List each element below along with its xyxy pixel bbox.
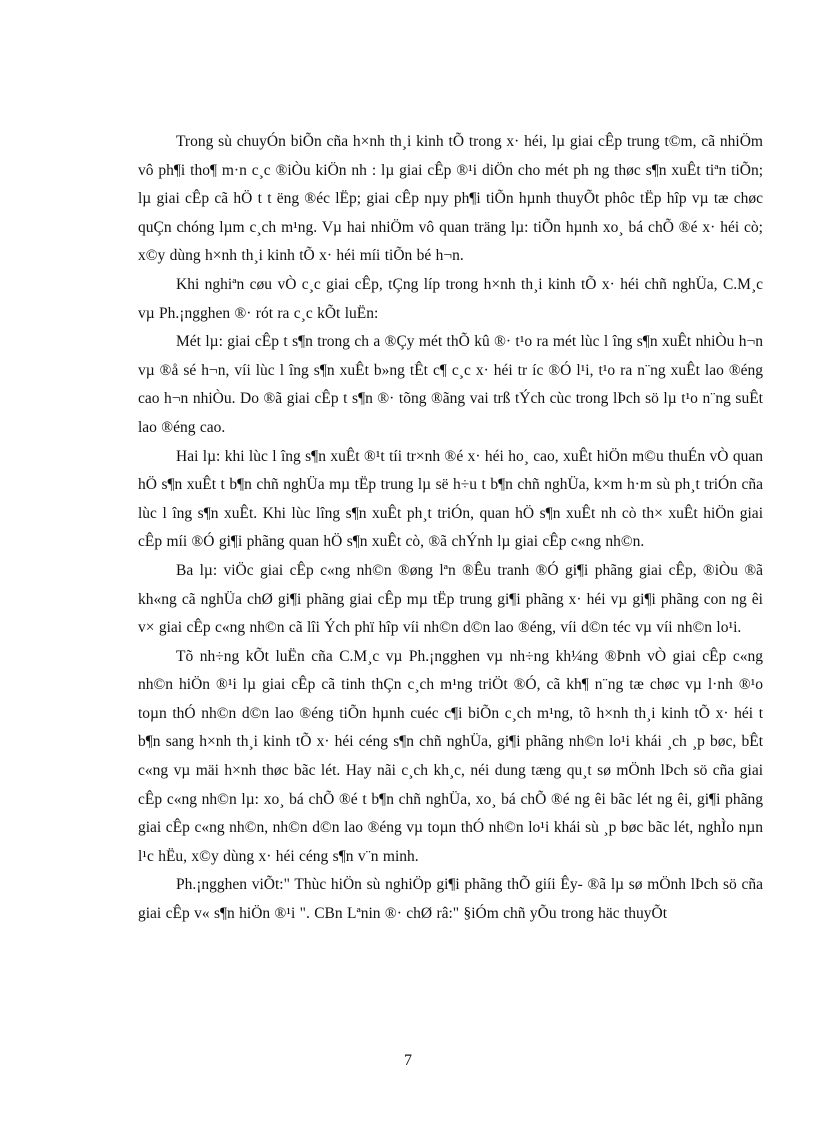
paragraph-2: Khi nghiªn cøu vÒ c¸c giai cÊp, tÇng líp trong h×nh th¸i kinh tÕ x· héi chñ nghÜa, C.M¸c vµ Ph.¡ngghen ®· rót ra c¸c kÕt luËn:: [138, 275, 763, 322]
paragraph-7: Ph.¡ngghen viÕt:" Thùc hiÖn sù nghiÖp gi¶i phãng thÕ giíi Êy- ®ã lµ sø mÖnh lÞch sö cña giai cÊp v« s¶n hiÖn ®¹i ". CBn Lªnin ®· chØ râ:" §iÓm chñ yÕu trong häc thuyÕt: [138, 876, 763, 923]
paragraph-4: Hai lµ: khi lùc l îng s¶n xuÊt ®¹t tíi tr×nh ®é x· héi ho¸ cao, xuÊt hiÖn m©u thuÉn vÒ quan hÖ s¶n xuÊt t b¶n chñ nghÜa mµ tËp trung lµ së h÷u t b¶n chñ nghÜa, k×m h·m sù ph¸t triÓn cña lùc l îng s¶n xuÊt. Khi lùc lîng s¶n xuÊt ph¸t triÓn, quan hÖ s¶n xuÊt nh cò th× xuÊt hiÖn giai cÊp míi ®Ó gi¶i phãng quan hÖ s¶n xuÊt cò, ®ã chÝnh lµ giai cÊp c«ng nh©n.: [138, 447, 763, 551]
page-number: 7: [404, 1052, 412, 1069]
body-text: [138, 128, 763, 929]
paragraph-3: Mét lµ: giai cÊp t s¶n trong ch a ®Çy mét thÕ kû ®· t¹o ra mét lùc l îng s¶n xuÊt nhiÒu h¬n vµ ®å sé h¬n, víi lùc l îng s¶n xuÊt b»ng tÊt c¶ c¸c x· héi tr íc ®Ó l¹i, t¹o ra n¨ng xuÊt lao ®éng cao h¬n nhiÒu. Do ®ã giai cÊp t s¶n ®· tõng ®ãng vai trß tÝch cùc trong lÞch sö lµ t¹o n¨ng suÊt lao ®éng cao.: [138, 333, 763, 436]
paragraph-6: Tõ nh÷ng kÕt luËn cña C.M¸c vµ Ph.¡ngghen vµ nh÷ng kh¼ng ®Þnh vÒ giai cÊp c«ng nh©n hiÖn ®¹i lµ giai cÊp cã tinh thÇn c¸ch m¹ng triÖt ®Ó, cã kh¶ n¨ng tæ chøc vµ l·nh ®¹o toµn thÓ nh©n d©n lao ®éng tiÕn hµnh cuéc c¶i biÕn c¸ch m¹ng, tõ h×nh th¸i kinh tÕ x· héi t b¶n sang h×nh th¸i kinh tÕ x· héi céng s¶n chñ nghÜa, gi¶i phãng nh©n lo¹i khái ¸ch ¸p bøc, bÊt c«ng vµ mäi h×nh thøc bãc lét. Hay nãi c¸ch kh¸c, néi dung tæng qu¸t sø mÖnh lÞch sö cña giai cÊp c«ng nh©n lµ: xo¸ bá chÕ ®é t b¶n chñ nghÜa, xo¸ bá chÕ ®é ng êi bãc lét ng êi, gi¶i phãng giai cÊp c«ng nh©n, nh©n d©n lao ®éng vµ toµn thÓ nh©n lo¹i khái sù ¸p bøc bãc lét, nghÌo nµn l¹c hËu, x©y dùng x· héi céng s¶n v¨n minh.: [138, 647, 763, 865]
paragraph-1: Trong sù chuyÓn biÕn cña h×nh th¸i kinh tÕ trong x· héi, lµ giai cÊp trung t©m, cã nhiÖm vô ph¶i tho¶ m·n c¸c ®iÒu kiÖn nh : lµ giai cÊp ®¹i diÖn cho mét ph ng thøc s¶n xuÊt tiªn tiÕn; lµ giai cÊp cã hÖ t t ëng ®éc lËp; giai cÊp nµy ph¶i tiÕn hµnh thuyÕt phôc tËp hîp vµ tæ chøc quÇn chóng lµm c¸ch m¹ng. Vµ hai nhiÖm vô quan träng lµ: tiÕn hµnh xo¸ bá chÕ ®é x· héi cò; x©y dùng h×nh th¸i kinh tÕ x· héi míi tiÕn bé h¬n.: [138, 133, 763, 265]
paragraph-5: Ba lµ: viÖc giai cÊp c«ng nh©n ®øng lªn ®Êu tranh ®Ó gi¶i phãng giai cÊp, ®iÒu ®ã kh«ng cã nghÜa chØ gi¶i phãng giai cÊp mµ tËp trung gi¶i phãng x· héi vµ gi¶i phãng con ng êi v× giai cÊp c«ng nh©n cã lîi Ých phï hîp víi nh©n d©n lao ®éng, víi d©n téc vµ víi nh©n lo¹i.: [138, 561, 763, 637]
